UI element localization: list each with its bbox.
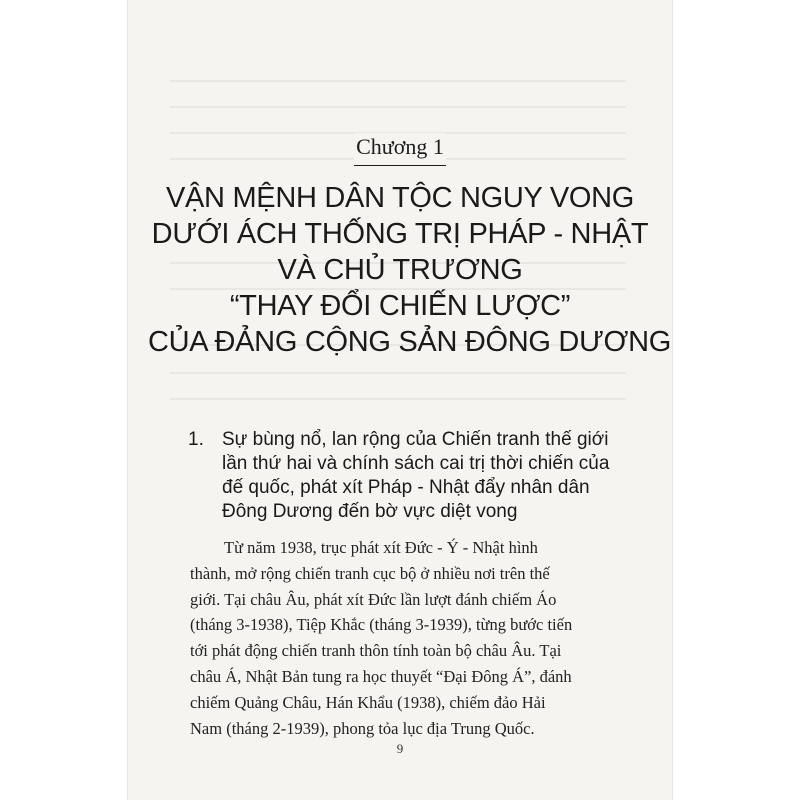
body-paragraph xyxy=(190,535,624,741)
chapter-label-text: Chương 1 xyxy=(354,133,446,166)
chapter-title-line: DƯỚI ÁCH THỐNG TRỊ PHÁP - NHẬT xyxy=(151,218,649,250)
section-heading-line: lần thứ hai và chính sách cai trị thời chiến của xyxy=(222,453,610,474)
chapter-title xyxy=(148,180,672,360)
section-heading xyxy=(188,428,642,524)
section-heading-line: đế quốc, phát xít Pháp - Nhật đẩy nhân dân xyxy=(222,477,590,498)
chapter-title-line: VÀ CHỦ TRƯƠNG xyxy=(277,254,523,286)
body-line: châu Á, Nhật Bản tung ra học thuyết “Đại Đông Á”, đánh xyxy=(190,666,572,686)
body-line: (tháng 3-1938), Tiệp Khắc (tháng 3-1939), từng bước tiến xyxy=(190,615,573,635)
page-number: 9 xyxy=(396,741,404,756)
section-heading-line: Đông Dương đến bờ vực diệt vong xyxy=(222,501,518,522)
body-line: tới phát động chiến tranh thôn tính toàn bộ châu Âu. Tại xyxy=(190,641,562,661)
chapter-label xyxy=(128,133,672,166)
section-number: 1. xyxy=(188,429,204,450)
chapter-title-line: “THAY ĐỔI CHIẾN LƯỢC” xyxy=(229,290,571,322)
body-line: thành, mở rộng chiến tranh cục bộ ở nhiều nơi trên thế xyxy=(190,563,550,583)
body-line: Nam (tháng 2-1939), phong tỏa lục địa Trung Quốc. xyxy=(190,718,535,738)
body-line: Từ năm 1938, trục phát xít Đức - Ý - Nhật hình xyxy=(224,538,538,557)
body-line: chiếm Quảng Châu, Hán Khẩu (1938), chiếm đảo Hải xyxy=(190,692,546,712)
chapter-title-line: VẬN MỆNH DÂN TỘC NGUY VONG xyxy=(165,182,635,214)
book-page xyxy=(128,0,672,800)
chapter-title-line: CỦA ĐẢNG CỘNG SẢN ĐÔNG DƯƠNG xyxy=(148,326,672,358)
section-heading-line: Sự bùng nổ, lan rộng của Chiến tranh thế giới xyxy=(222,429,609,450)
body-line: giới. Tại châu Âu, phát xít Đức lần lượt đánh chiếm Áo xyxy=(190,589,557,609)
